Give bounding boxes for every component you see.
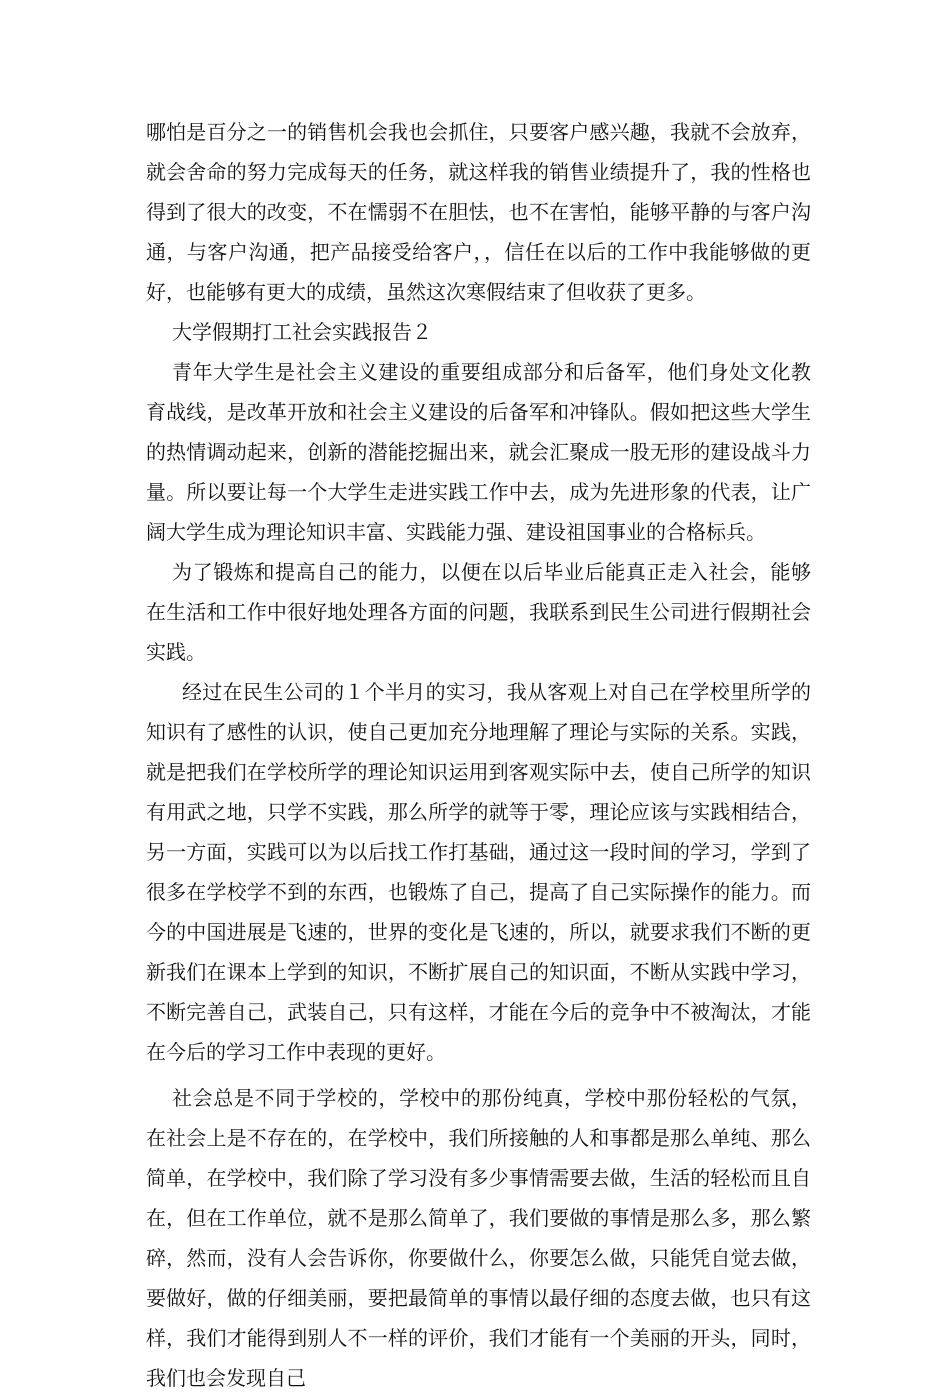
- paragraph-continuation: 哪怕是百分之一的销售机会我也会抓住，只要客户感兴趣，我就不会放弃，就会舍命的努力完成每天的任务，就这样我的销售业绩提升了，我的性格也得到了很大的改变，不在懦弱不在胆怯，也不在害怕，能够平静的与客户沟通，与客户沟通，把产品接受给客户，，信任在以后的工作中我能够做的更好，也能够有更大的成绩，虽然这次寒假结束了但收获了更多。: [146, 120, 811, 304]
- paragraph-1: 青年大学生是社会主义建设的重要组成部分和后备军，他们身处文化教育战线，是改革开放和社会主义建设的后备军和冲锋队。假如把这些大学生的热情调动起来，创新的潜能挖掘出来，就会汇聚成一股无形的建设战斗力量。所以要让每一个大学生走进实践工作中去，成为先进形象的代表，让广阔大学生成为理论知识丰富、实践能力强、建设祖国事业的合格标兵。: [146, 360, 811, 544]
- section-heading: 大学假期打工社会实践报告２: [172, 320, 432, 344]
- paragraph-3: 经过在民生公司的１个半月的实习，我从客观上对自己在学校里所学的知识有了感性的认识，使自己更加充分地理解了理论与实际的关系。实践，就是把我们在学校所学的理论知识运用到客观实际中去，使自己所学的知识有用武之地，只学不实践，那么所学的就等于零，理论应该与实践相结合，另一方面，实践可以为以后找工作打基础，通过这一段时间的学习，学到了很多在学校学不到的东西，也锻炼了自己，提高了自己实际操作的能力。而今的中国进展是飞速的，世界的变化是飞速的，所以，就要求我们不断的更新我们在课本上学到的知识，不断扩展自己的知识面，不断从实践中学习，不断完善自己，武装自己，只有这样，才能在今后的竞争中不被淘汰，才能在今后的学习工作中表现的更好。: [146, 680, 811, 1064]
- paragraph-2: 为了锻炼和提高自己的能力，以便在以后毕业后能真正走入社会，能够在生活和工作中很好地处理各方面的问题，我联系到民生公司进行假期社会实践。: [146, 560, 811, 664]
- document-body: [146, 112, 811, 1398]
- paragraph-4: 社会总是不同于学校的，学校中的那份纯真，学校中那份轻松的气氛，在社会上是不存在的，在学校中，我们所接触的人和事都是那么单纯、那么简单，在学校中，我们除了学习没有多少事情需要去做，生活的轻松而且自在，但在工作单位，就不是那么简单了，我们要做的事情是那么多，那么繁碎，然而，没有人会告诉你，你要做什么，你要怎么做，只能凭自觉去做，要做好，做的仔细美丽，要把最简单的事情以最仔细的态度去做，也只有这样，我们才能得到别人不一样的评价，我们才能有一个美丽的开头，同时，我们也会发现自己: [146, 1086, 811, 1390]
